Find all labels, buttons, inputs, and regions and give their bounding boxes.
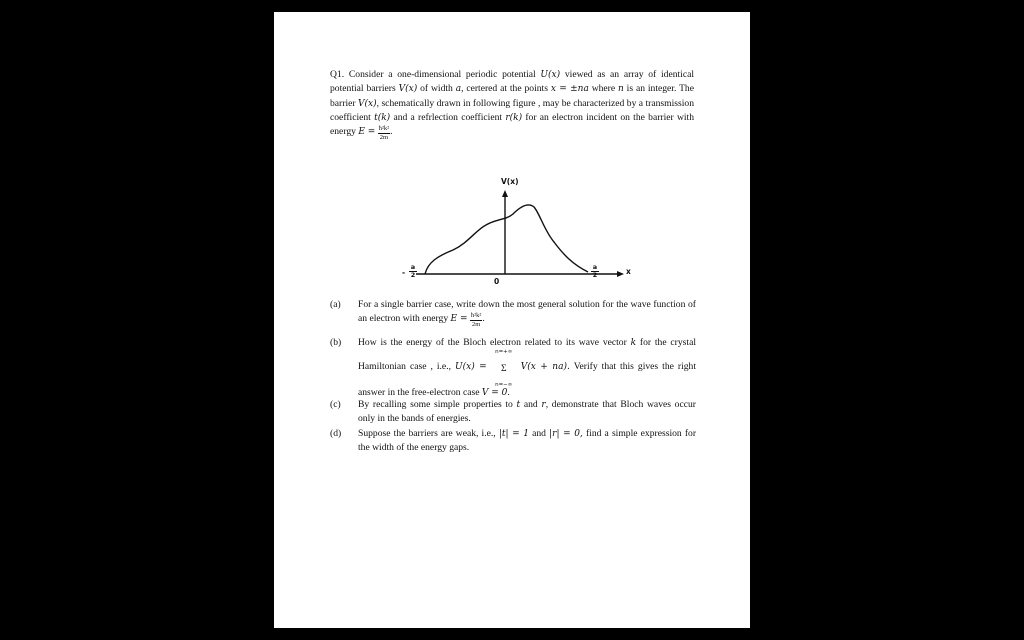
part-a: (a) For a single barrier case, write down the most general solution for the wave function of an electron with energy E = $\frac{\text{ħ²k²}}{2m}$ . bbox=[330, 299, 696, 329]
x-axis-arrow bbox=[617, 271, 624, 277]
part-c: (c) By recalling some simple properties to t and r, demonstrate that Bloch waves occur only in the bands of energies. bbox=[330, 399, 696, 425]
potential-barrier-figure bbox=[398, 164, 638, 294]
part-b: (b) How is the energy of the Bloch electron related to its wave vector k for the crystal Hamiltonian case , i.e., U(x) = n=+∞ Σ n=−∞ V(x + na). Verify that this gives the right answer in the free-electron case V = 0. bbox=[330, 337, 697, 398]
document-page bbox=[274, 12, 750, 628]
summation: n=+∞ Σ n=−∞ bbox=[495, 349, 513, 388]
question-intro: Q1. Consider a one-dimensional periodic potential U(x) viewed as an array of identical potential barriers V(x) of width a, certered at the points x = ±na where n is an integer. The barrier V(x), schematically drawn in following figure , may be characterized by a transmission coefficient t(k) and a refrlection coefficient r(k) for an electron incident on the barrier with energy E = $\frac{\text{ħ²k²}}{2m}$ . bbox=[330, 69, 695, 142]
x-axis-label: x bbox=[626, 267, 631, 276]
energy-fraction: $\frac{\text{ħ²k²}}{2m}$ bbox=[470, 312, 482, 329]
y-axis-arrow bbox=[502, 190, 508, 197]
question-number: Q1. bbox=[330, 69, 345, 80]
left-half-width-label: a 2 bbox=[410, 263, 416, 279]
part-d: (d) Suppose the barriers are weak, i.e., |t| = 1 and |r| = 0, find a simple expression for the width of the energy gaps. bbox=[330, 428, 697, 454]
barrier-curve bbox=[425, 205, 588, 274]
minus-sign: - bbox=[402, 268, 406, 277]
right-half-width-label: a 2 bbox=[592, 263, 598, 279]
energy-fraction: $\frac{\text{ħ²k²}}{2m}$ bbox=[378, 125, 390, 142]
y-axis-label: V(x) bbox=[501, 177, 519, 186]
origin-label: 0 bbox=[494, 277, 500, 286]
